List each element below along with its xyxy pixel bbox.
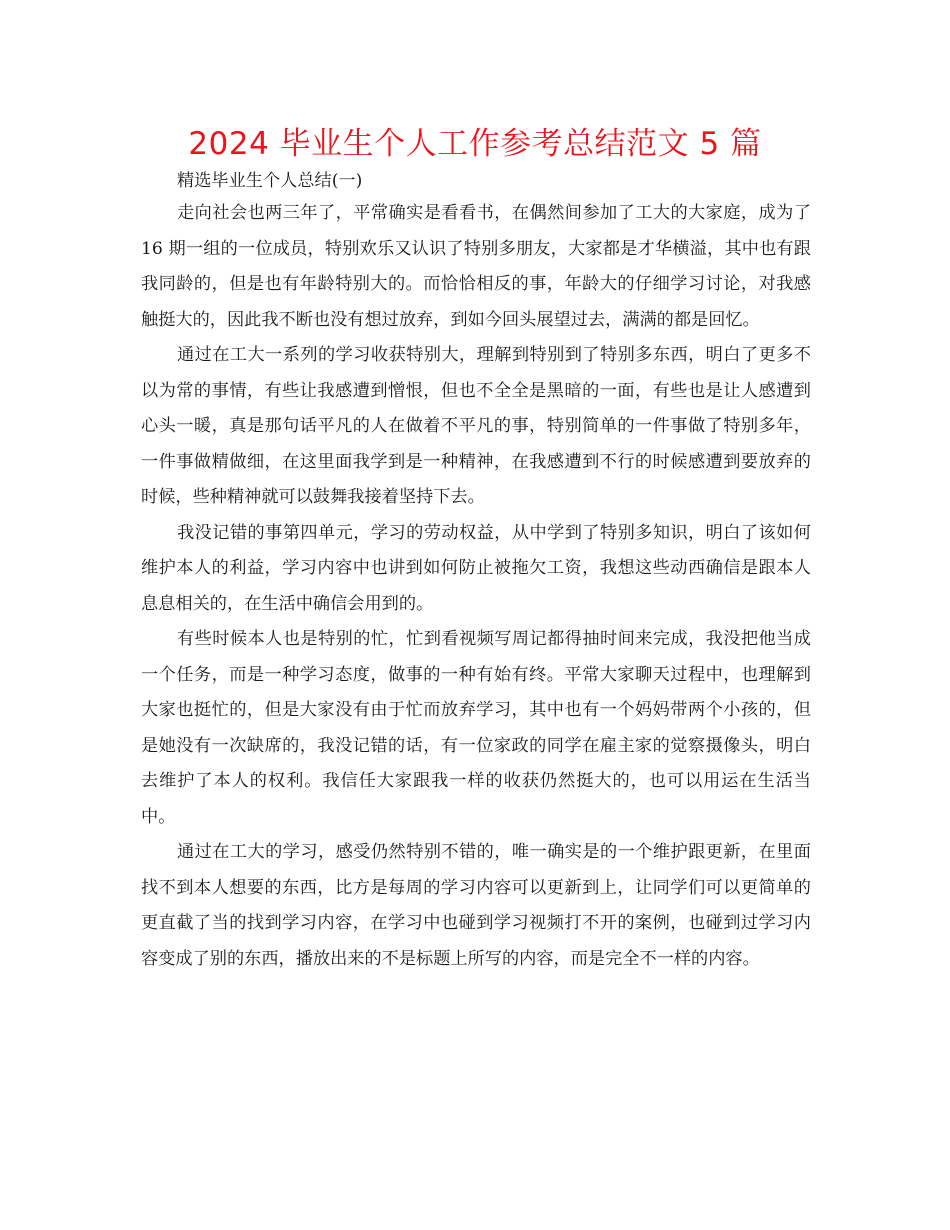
paragraph-5: 通过在工大的学习，感受仍然特别不错的，唯一确实是的一个维护跟更新，在里面找不到本人想要的东西，比方是每周的学习内容可以更新到上，让同学们可以更简单的更直截了当的找到学习内容，在学习中也碰到学习视频打不开的案例，也碰到过学习内容变成了别的东西，播放出来的不是标题上所写的内容，而是完全不一样的内容。 (141, 842, 811, 969)
document-body (141, 166, 811, 977)
document-title: 2024 毕业生个人工作参考总结范文 5 篇 (188, 126, 762, 162)
paragraph-4: 有些时候本人也是特别的忙，忙到看视频写周记都得抽时间来完成，我没把他当成一个任务，而是一种学习态度，做事的一种有始有终。平常大家聊天过程中，也理解到大家也挺忙的，但是大家没有由于忙而放弃学习，其中也有一个妈妈带两个小孩的，但是她没有一次缺席的，我没记错的话，有一位家政的同学在雇主家的觉察摄像头，明白去维护了本人的权利。我信任大家跟我一样的收获仍然挺大的，也可以用运在生活当中。 (141, 629, 811, 827)
paragraph-1: 走向社会也两三年了，平常确实是看看书，在偶然间参加了工大的大家庭，成为了 16 期一组的一位成员，特别欢乐又认识了特别多朋友，大家都是才华横溢，其中也有跟我同龄的，但是也有年龄特别大的。而恰恰相反的事，年龄大的仔细学习讨论，对我感触挺大的，因此我不断也没有想过放弃，到如今回头展望过去，满满的都是回忆。 (141, 203, 811, 330)
paragraph-2: 通过在工大一系列的学习收获特别大，理解到特别到了特别多东西，明白了更多不以为常的事情，有些让我感遭到憎恨，但也不全全是黑暗的一面，有些也是让人感遭到心头一暖，真是那句话平凡的人在做着不平凡的事，特别简单的一件事做了特别多年，一件事做精做细，在这里面我学到是一种精神，在我感遭到不行的时候感遭到要放弃的时候，些种精神就可以鼓舞我接着坚持下去。 (141, 345, 811, 507)
paragraph-3: 我没记错的事第四单元，学习的劳动权益，从中学到了特别多知识，明白了该如何维护本人的利益，学习内容中也讲到如何防止被拖欠工资，我想这些动西确信是跟本人息息相关的，在生活中确信会用到的。 (141, 522, 811, 614)
section-subtitle: 精选毕业生个人总结(一) (177, 171, 363, 191)
